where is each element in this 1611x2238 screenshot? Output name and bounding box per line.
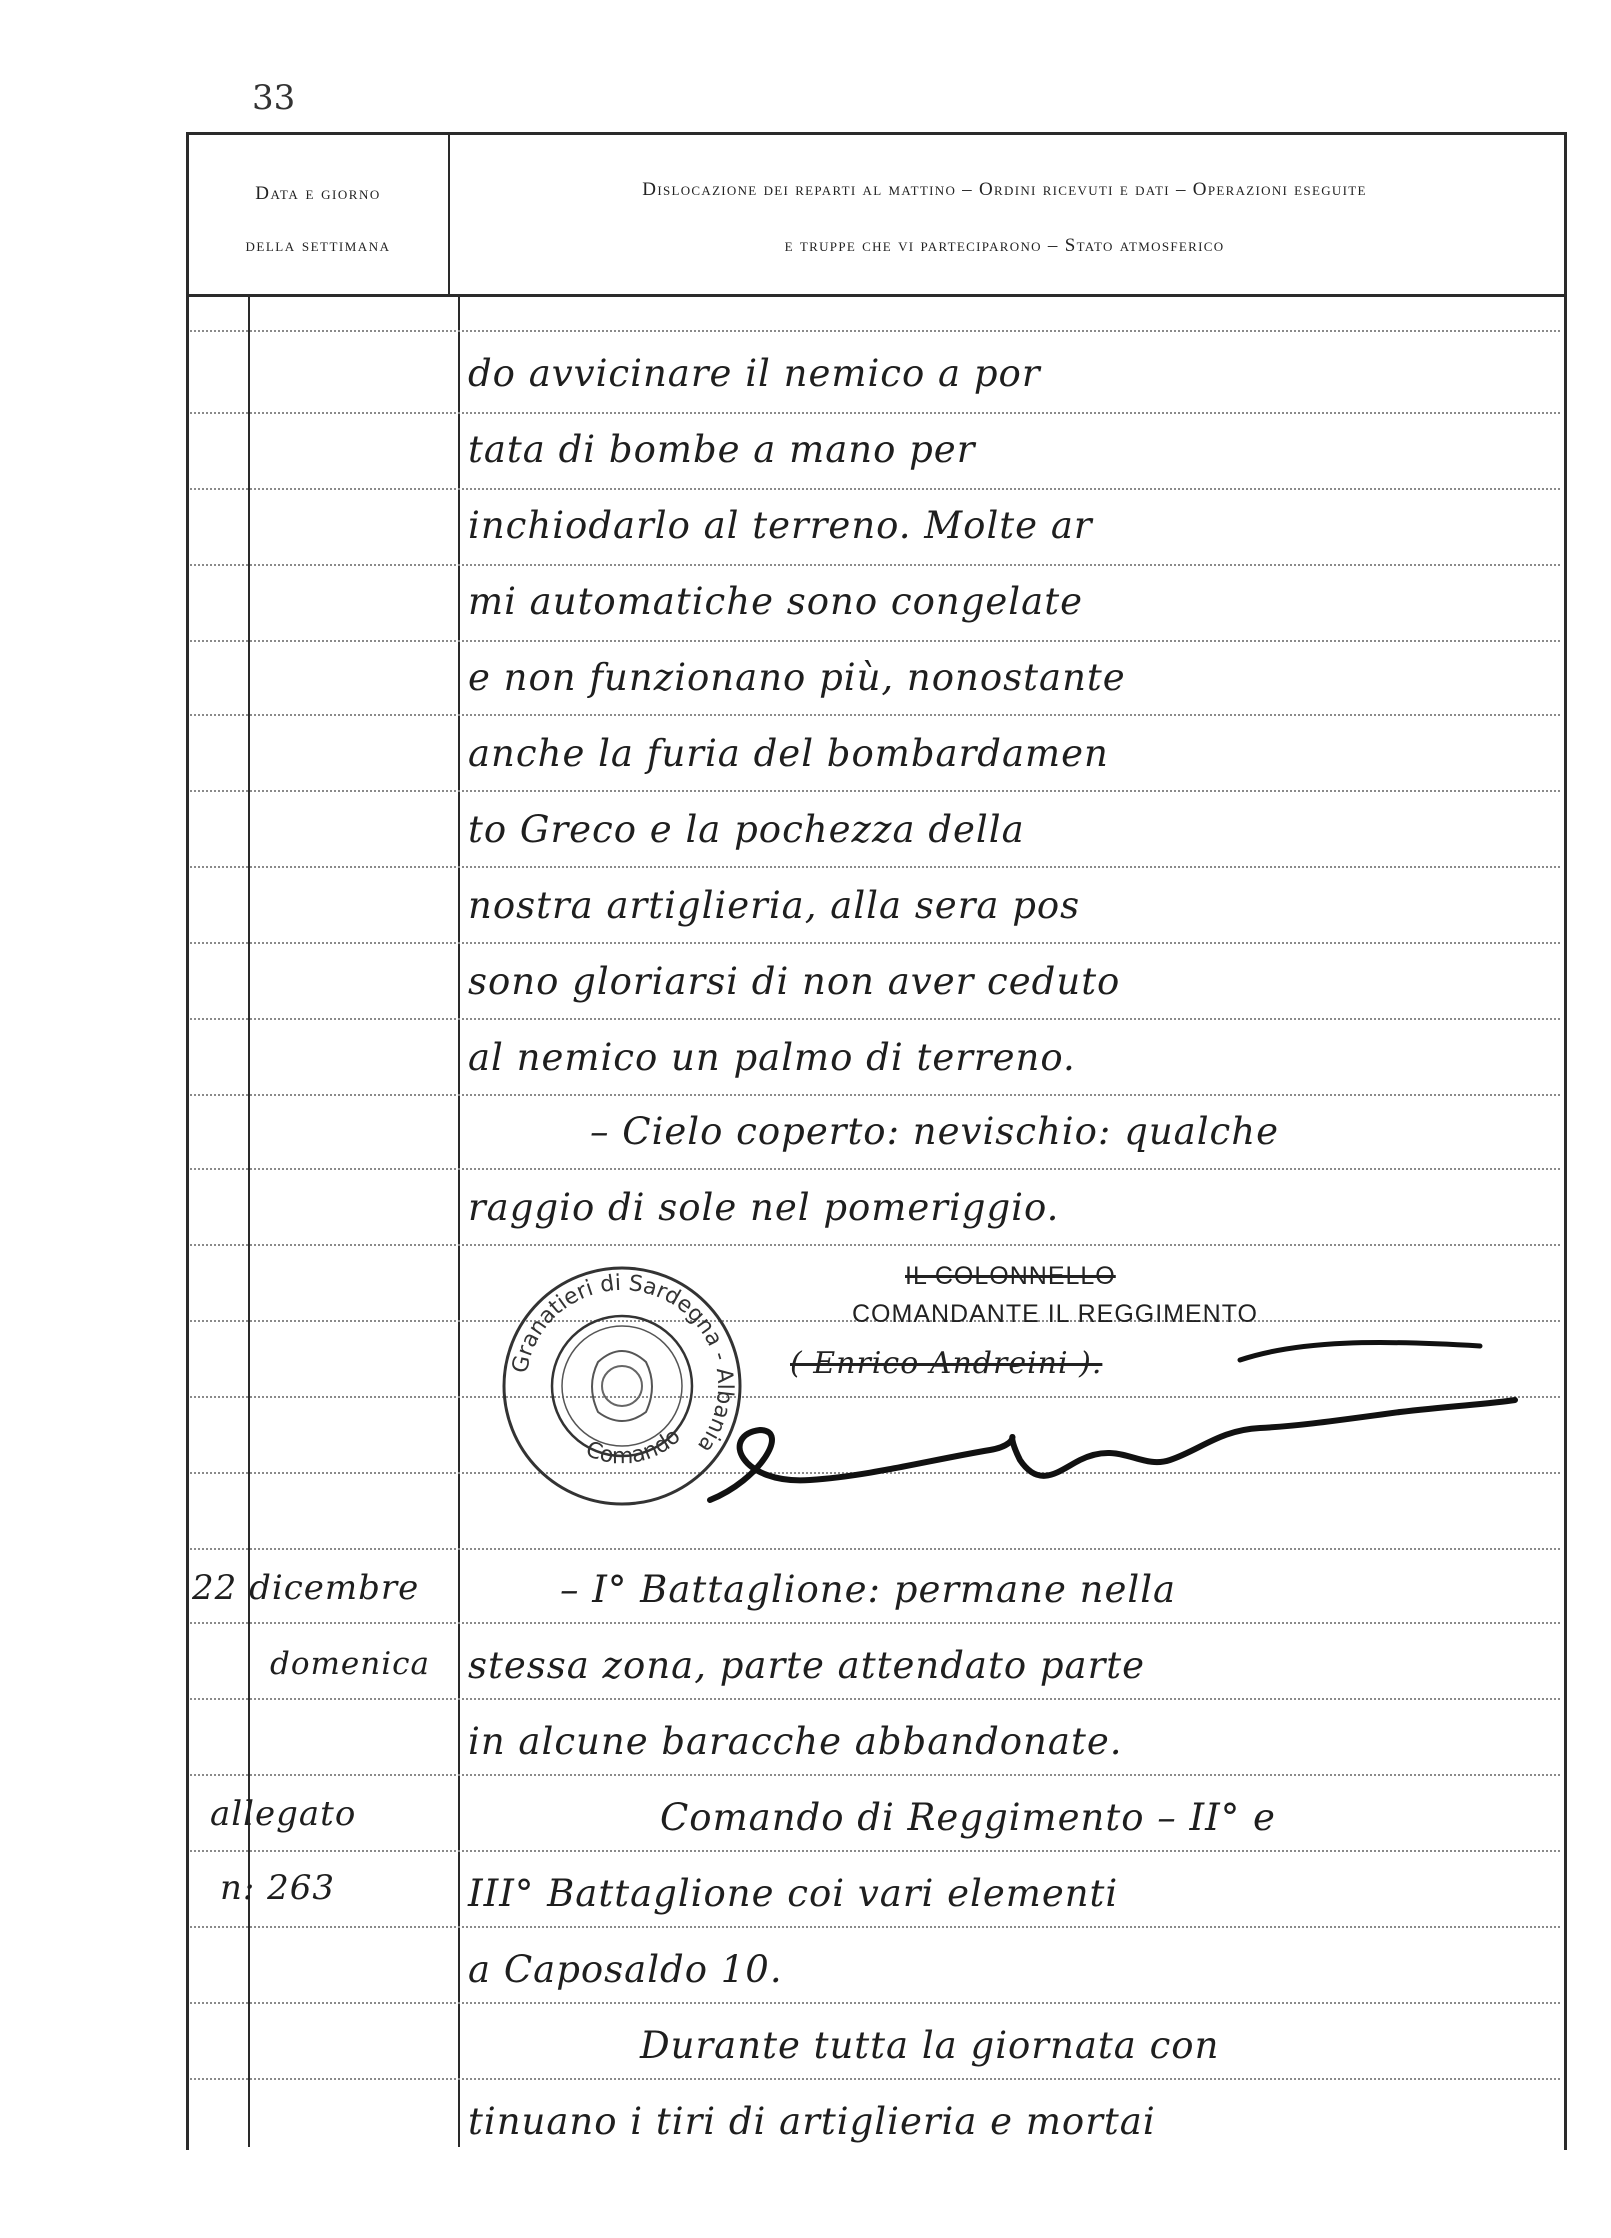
entry-date: 22 dicembre — [192, 1568, 420, 1608]
handwritten-line: do avvicinare il nemico a por — [468, 352, 1041, 395]
ruled-line — [190, 1548, 1560, 1550]
signatory-name: ( Enrico Andreini ). — [790, 1346, 1103, 1381]
handwritten-line: raggio di sole nel pomeriggio. — [468, 1186, 1060, 1229]
ruled-line — [190, 1926, 1560, 1928]
ruled-line — [190, 1774, 1560, 1776]
header-desc-line-1: Dislocazione dei reparti al mattino – Ordini ricevuti e dati – Operazioni eseguite — [642, 179, 1367, 200]
ruled-line — [190, 866, 1560, 868]
handwritten-line: Comando di Reggimento – II° e — [660, 1796, 1276, 1839]
stamp-bottom-text: Comando — [582, 1423, 686, 1470]
header-desc-line-2: e truppe che vi parteciparono – Stato atmosferico — [784, 235, 1225, 256]
ruled-line — [190, 1622, 1560, 1624]
header-date-line-1: Data e giorno — [255, 183, 381, 204]
handwritten-line: – I° Battaglione: permane nella — [560, 1568, 1177, 1611]
handwritten-line: nostra artiglieria, alla sera pos — [468, 884, 1081, 927]
ruled-line — [190, 330, 1560, 332]
ruled-line — [190, 1168, 1560, 1170]
ruled-line — [190, 1018, 1560, 1020]
handwritten-line: III° Battaglione coi vari elementi — [468, 1872, 1119, 1915]
ruled-line — [190, 640, 1560, 642]
ruled-line — [190, 1850, 1560, 1852]
header-column-divider — [448, 132, 450, 297]
handwritten-line: – Cielo coperto: nevischio: qualche — [590, 1110, 1280, 1153]
handwritten-line: e non funzionano più, nonostante — [468, 656, 1126, 699]
handwritten-line: to Greco e la pochezza della — [468, 808, 1025, 851]
handwritten-line: tata di bombe a mano per — [468, 428, 976, 471]
ruled-line — [190, 942, 1560, 944]
svg-text:Comando — [582, 1424, 685, 1469]
ruled-line — [190, 412, 1560, 414]
handwritten-line: sono gloriarsi di non aver ceduto — [468, 960, 1121, 1003]
page-number: 33 — [252, 78, 296, 118]
signature-subtitle: COMANDANTE IL REGGIMENTO — [852, 1300, 1258, 1328]
handwritten-line: in alcune baracche abbandonate. — [468, 1720, 1123, 1763]
handwritten-line: anche la furia del bombardamen — [468, 732, 1109, 775]
ruled-line — [190, 714, 1560, 716]
handwritten-line: stessa zona, parte attendato parte — [468, 1644, 1146, 1687]
ruled-line — [190, 1698, 1560, 1700]
ruled-line — [190, 2002, 1560, 2004]
handwritten-line: a Caposaldo 10. — [468, 1948, 783, 1991]
handwritten-line: mi automatiche sono congelate — [468, 580, 1083, 623]
attachment-number: n: 263 — [220, 1868, 336, 1908]
entry-weekday: domenica — [270, 1646, 430, 1682]
ruled-line — [190, 564, 1560, 566]
date-column-divider — [458, 294, 460, 2147]
stamp-ring-text: Granatieri di Sardegna - Albania — [507, 1270, 738, 1457]
ruled-line — [190, 1094, 1560, 1096]
ruled-line — [190, 1244, 1560, 1246]
handwritten-line: tinuano i tiri di artiglieria e mortai — [468, 2100, 1156, 2143]
header-separator — [186, 294, 1564, 297]
header-date-column — [190, 168, 446, 272]
handwritten-line: al nemico un palmo di terreno. — [468, 1036, 1076, 1079]
handwritten-signature — [700, 1310, 1520, 1530]
ruled-line — [190, 790, 1560, 792]
header-date-line-2: della settimana — [245, 235, 391, 256]
ruled-line — [190, 2078, 1560, 2080]
handwritten-line: inchiodarlo al terreno. Molte ar — [468, 504, 1093, 547]
attachment-label: allegato — [210, 1794, 357, 1834]
header-description-column — [452, 162, 1557, 274]
handwritten-line: Durante tutta la giornata con — [640, 2024, 1220, 2067]
ruled-line — [190, 488, 1560, 490]
signature-title: IL COLONNELLO — [905, 1262, 1116, 1290]
